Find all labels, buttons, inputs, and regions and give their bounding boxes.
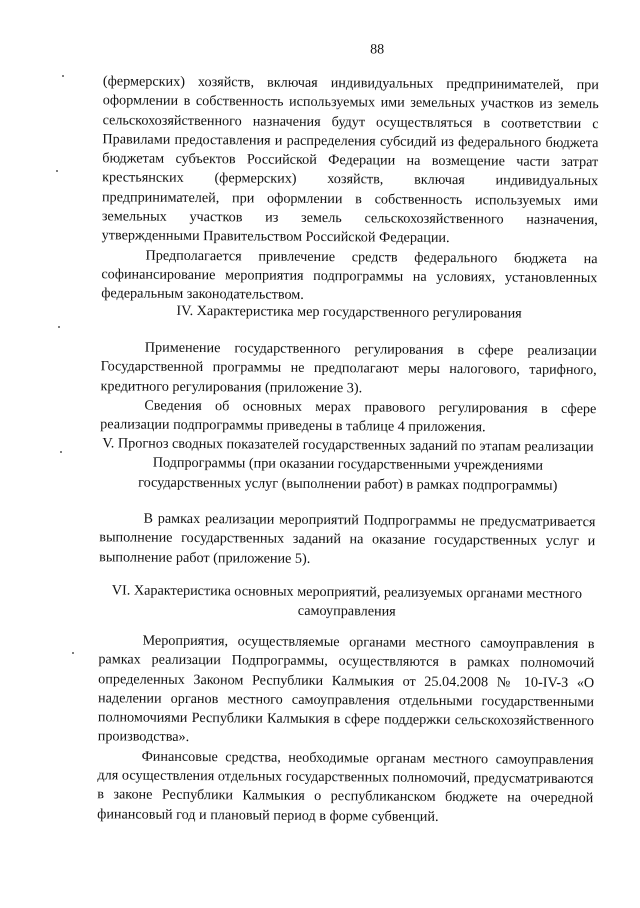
paragraph: Предполагается привлечение средств федерального бюджета на софинансирование мероприятия подпрограммы на условиях, установленных федеральным законодательством. [101, 247, 598, 304]
paragraph: В рамках реализации мероприятий Подпрограммы не предусматривается выполнение государственных заданий на оказание государственных услуг и выполнение работ (приложение 5). [99, 510, 596, 567]
intro-block [101, 72, 599, 307]
section-6-body [97, 631, 595, 828]
scan-speck [58, 326, 60, 328]
scan-speck [56, 170, 58, 172]
section-5-heading: V. Прогноз сводных показателей государственных заданий по этапам реализации Подпрограммы (при оказании государственными учреждениями государственных услуг (выполнении работ) в рамках подпрограммы) [102, 435, 594, 494]
paragraph: Сведения об основных мерах правового регулирования в сфере реализации подпрограммы приведены в таблице 4 приложения. [100, 397, 597, 436]
section-4-body [100, 338, 597, 438]
paragraph: (фермерских) хозяйств, включая индивидуальных предпринимателей, при оформлении в собственность используемых ими земельных участков из земель сельскохозяйственного назначения будут осуществляться в соответствии с Правилами предоставления и распределения субсидий из федерального бюджета бюджетам субъектов Российской Федерации на возмещение части затрат крестьянских (фермерских) хозяйств, включая индивидуальных предпринимателей, при оформлении в собственность используемых ими земельных участков из земель сельскохозяйственного назначения, утвержденными Правительством Российской Федерации. [101, 73, 599, 247]
paragraph: Применение государственного регулирования в сфере реализации Государственной программы не предполагают меры налогового, тарифного, кредитного регулирования (приложение 3). [100, 339, 597, 396]
section-4-heading: IV. Характеристика мер государственного регулирования [176, 302, 522, 322]
scan-speck [60, 451, 62, 453]
page-number: 88 [370, 42, 385, 58]
scan-speck [62, 75, 64, 77]
paragraph: Финансовые средства, необходимые органам местного самоуправления для осуществления отдельных государственных полномочий, предусматриваются в законе Республики Калмыкия о республиканском бюджете на очередной финансовый год и плановый период в форме субвенций. [97, 748, 594, 825]
paragraph: Мероприятия, осуществляемые органами местного самоуправления в рамках реализации Подпрограммы, осуществляются в рамках полномочий определенных Законом Республики Калмыкия от 25.04.2008 № 10-IV-З «О наделении органов местного самоуправления отдельными государственными полномочиями Республики Калмыкия в сфере поддержки сельскохозяйственного производства». [97, 632, 595, 746]
section-6-heading: VI. Характеристика основных мероприятий, реализуемых органами местного самоуправления [111, 582, 583, 620]
section-5-body [99, 509, 595, 571]
scan-speck [72, 652, 74, 654]
